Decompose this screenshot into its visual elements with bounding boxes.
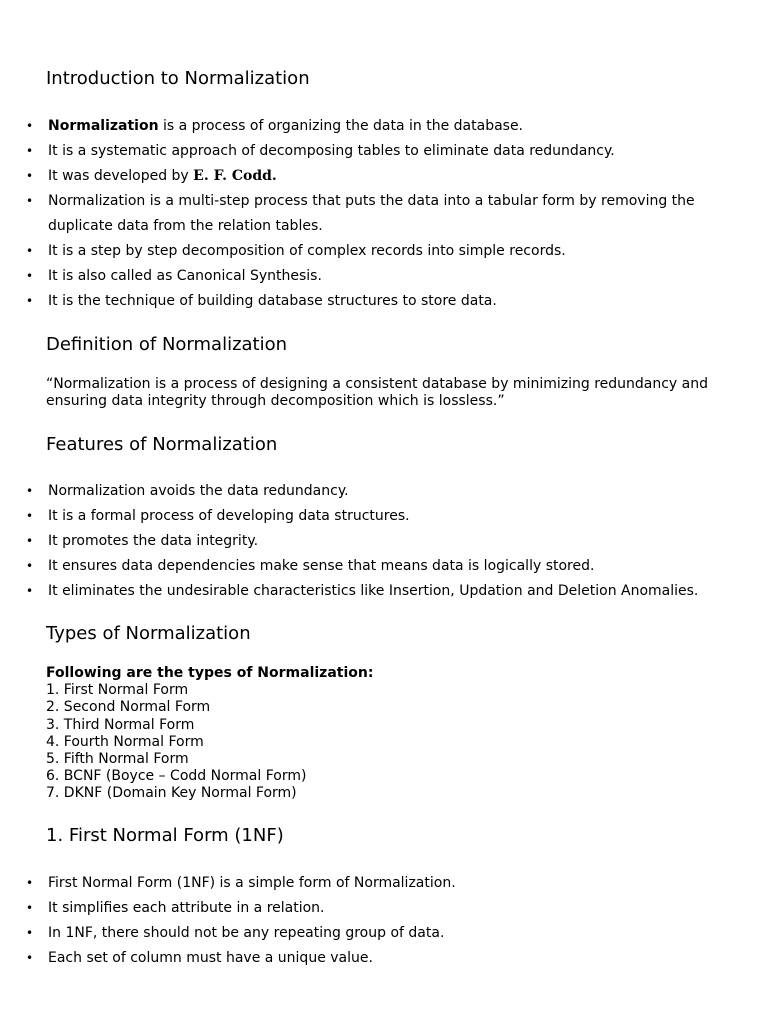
- list-item: [0, 579, 768, 604]
- types-block: [46, 665, 373, 803]
- list-item-text: It simplifies each attribute in a relation.: [48, 900, 325, 916]
- types-item: 6. BCNF (Boyce – Codd Normal Form): [46, 768, 307, 785]
- normalization-term: Normalization: [48, 118, 159, 134]
- features-heading: Features of Normalization: [46, 434, 278, 455]
- list-item: [0, 921, 768, 946]
- types-heading: Types of Normalization: [46, 623, 251, 644]
- list-item: [0, 529, 768, 554]
- first-nf-heading: 1. First Normal Form (1NF): [46, 825, 284, 846]
- list-item: [0, 871, 768, 896]
- list-item-text: Each set of column must have a unique value.: [48, 950, 373, 966]
- definition-quote: “Normalization is a process of designing a consistent database by minimizing redundancy and ensuring data integrity through decomposition which is lossless.”: [46, 376, 708, 409]
- list-item: [0, 264, 768, 289]
- types-item: 7. DKNF (Domain Key Normal Form): [46, 785, 297, 802]
- list-item-text: It is a step by step decomposition of complex records into simple records.: [48, 243, 566, 259]
- list-item: [0, 479, 768, 504]
- types-item: 2. Second Normal Form: [46, 699, 211, 716]
- list-item-text: It is also called as Canonical Synthesis.: [48, 268, 322, 284]
- list-item: [0, 896, 768, 921]
- list-item-text: It eliminates the undesirable characteristics like Insertion, Updation and Deletion Anomalies.: [48, 583, 699, 599]
- types-item: 5. Fifth Normal Form: [46, 751, 189, 768]
- list-item: [0, 189, 768, 239]
- list-item-text: First Normal Form (1NF) is a simple form of Normalization.: [48, 875, 456, 891]
- intro-list: [0, 114, 768, 314]
- list-item-text: It is a systematic approach of decomposing tables to eliminate data redundancy.: [48, 143, 615, 159]
- list-item-text: is a process of organizing the data in the database.: [158, 118, 524, 134]
- list-item: [0, 164, 768, 189]
- types-item: 1. First Normal Form: [46, 682, 189, 699]
- list-item-text: It promotes the data integrity.: [48, 533, 259, 549]
- list-item-text: It is a formal process of developing data structures.: [48, 508, 410, 524]
- list-item: [0, 114, 768, 139]
- list-item: [0, 139, 768, 164]
- intro-heading: Introduction to Normalization: [46, 68, 310, 89]
- types-item: 3. Third Normal Form: [46, 716, 195, 733]
- list-item: [0, 946, 768, 971]
- definition-heading: Definition of Normalization: [46, 334, 288, 355]
- list-item: [0, 239, 768, 264]
- list-item-text: In 1NF, there should not be any repeating group of data.: [48, 925, 445, 941]
- list-item-text: It was developed by: [48, 168, 194, 184]
- types-lead: Following are the types of Normalization:: [46, 665, 374, 681]
- list-item-text: Normalization avoids the data redundancy.: [48, 483, 349, 499]
- list-item-text: Normalization is a multi-step process that puts the data into a tabular form by removing the duplicate data from the relation tables.: [48, 193, 695, 234]
- types-item: 4. Fourth Normal Form: [46, 733, 204, 750]
- list-item: [0, 504, 768, 529]
- first-nf-list: [0, 871, 768, 971]
- features-list: [0, 479, 768, 604]
- list-item-text: It ensures data dependencies make sense that means data is logically stored.: [48, 558, 595, 574]
- codd-name: E. F. Codd.: [193, 168, 277, 184]
- list-item: [0, 289, 768, 314]
- list-item: [0, 554, 768, 579]
- list-item-text: It is the technique of building database structures to store data.: [48, 293, 497, 309]
